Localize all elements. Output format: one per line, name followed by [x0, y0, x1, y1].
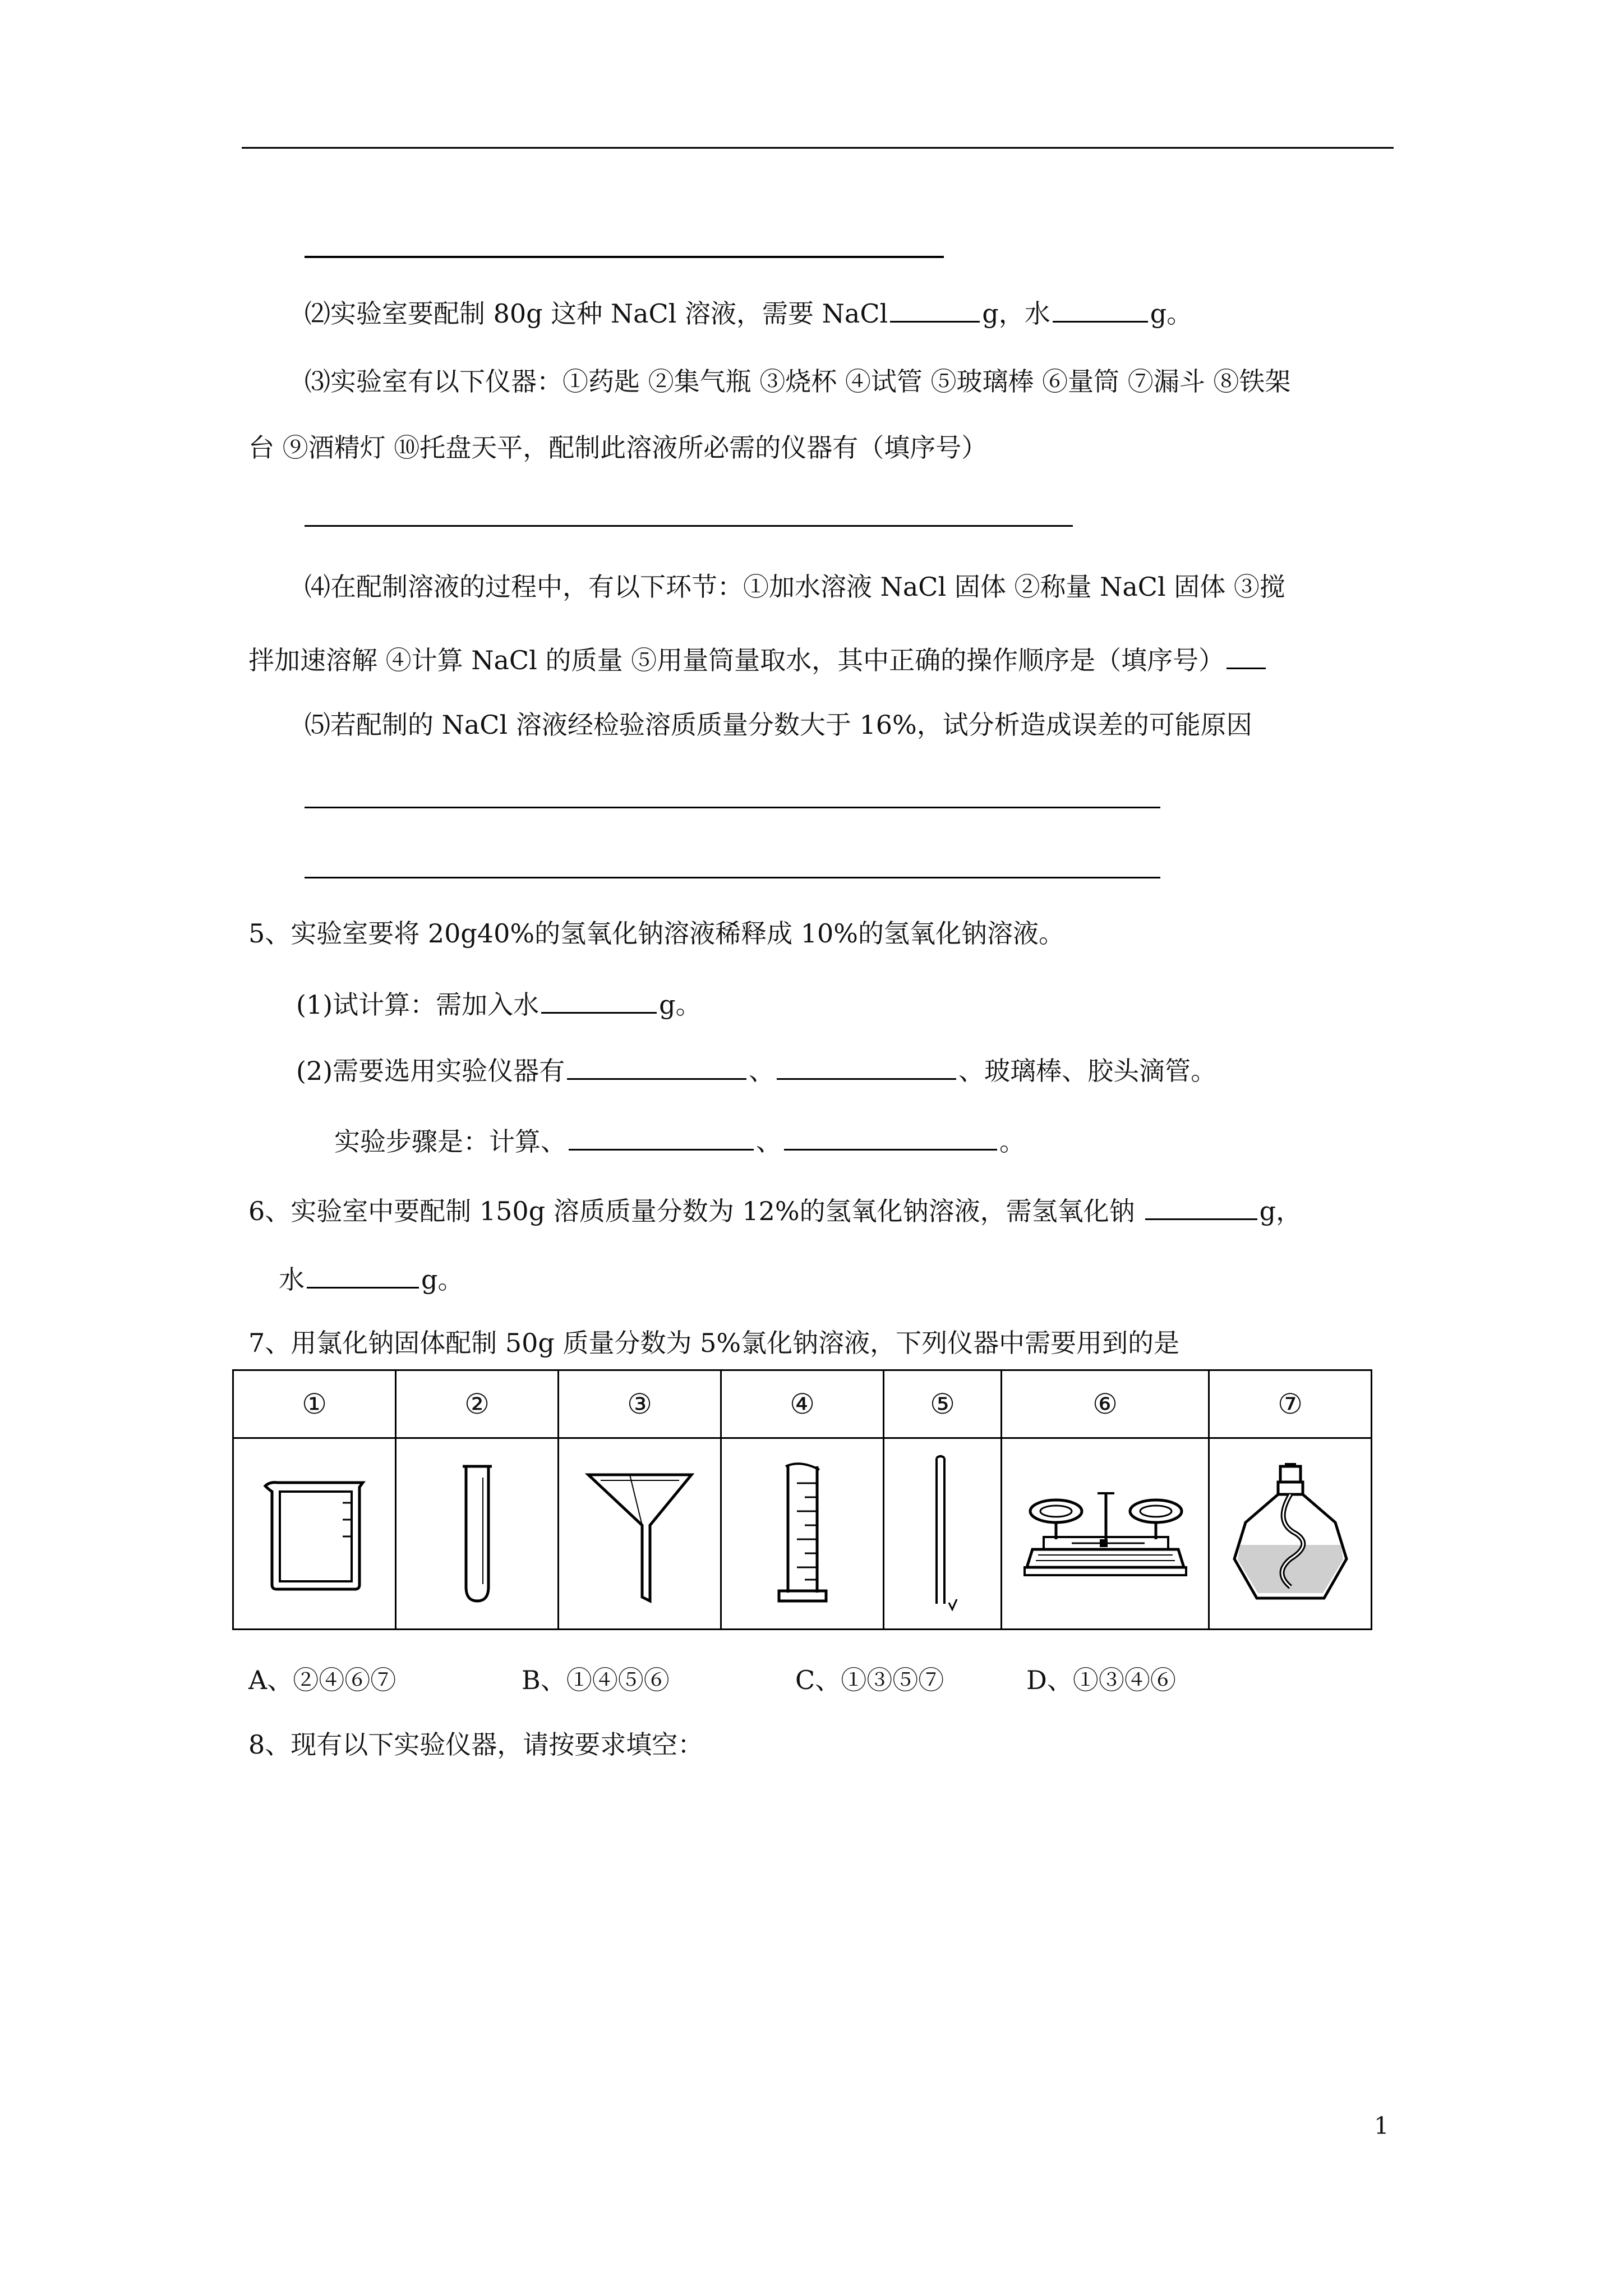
q6-water-blank[interactable] [307, 1262, 419, 1289]
q4-part2 [305, 296, 1192, 329]
apparatus-number-5: ⑤ [884, 1370, 1002, 1438]
q6-line2-text-a: 水 [279, 1264, 305, 1295]
test-tube-icon [455, 1461, 500, 1607]
glass-rod-icon [923, 1452, 962, 1615]
q4-part4-line2 [248, 643, 1268, 676]
q5-part2 [296, 1053, 1216, 1087]
q4-part4-line2-text: 拌加速溶解 ④计算 NaCl 的质量 ⑤用量筒量取水，其中正确的操作顺序是（填序号） [248, 645, 1225, 675]
q5-stem: 5、实验室要将 20g40%的氢氧化钠溶液稀释成 10%的氢氧化钠溶液。 [248, 918, 1064, 949]
q8-stem: 8、现有以下实验仪器，请按要求填空： [248, 1729, 704, 1760]
apparatus-number-3: ③ [559, 1370, 721, 1438]
q5-part1 [296, 987, 702, 1020]
q5-steps-end: 。 [999, 1126, 1025, 1157]
apparatus-number-2: ② [396, 1370, 559, 1438]
q4-part2-text-c: g。 [1150, 298, 1193, 329]
q5-part2-text-a: (2)需要选用实验仪器有 [296, 1056, 565, 1086]
q4-part3-line2: 台 ⑨酒精灯 ⑩托盘天平，配制此溶液所必需的仪器有（填序号） [248, 432, 988, 463]
alcohol-lamp-icon [1223, 1461, 1358, 1607]
instrument-blank-2[interactable] [777, 1053, 956, 1080]
q5-part2-sep: 、 [749, 1056, 775, 1086]
q6-line2 [279, 1262, 463, 1295]
page-number: 1 [1374, 2112, 1389, 2139]
q7-stem: 7、用氯化钠固体配制 50g 质量分数为 5%氯化钠溶液，下列仪器中需要用到的是 [248, 1328, 1180, 1358]
apparatus-picture-row [233, 1438, 1372, 1630]
q4-part5-answer-line-2[interactable] [305, 877, 1160, 878]
apparatus-number-7: ⑦ [1209, 1370, 1372, 1438]
q4-part5-line1: ⑸若配制的 NaCl 溶液经检验溶质质量分数大于 16%，试分析造成误差的可能原因 [305, 710, 1252, 740]
q7-option-a[interactable]: A、②④⑥⑦ [248, 1665, 396, 1695]
q4-part5-answer-line-1[interactable] [305, 807, 1160, 808]
apparatus-number-4: ④ [721, 1370, 884, 1438]
step-blank-2[interactable] [784, 1124, 997, 1151]
apparatus-number-1: ① [233, 1370, 396, 1438]
funnel-icon [584, 1464, 696, 1604]
q6-line2-text-b: g。 [421, 1264, 464, 1295]
q7-option-d[interactable]: D、①③④⑥ [1026, 1665, 1176, 1695]
instrument-blank-1[interactable] [567, 1053, 746, 1080]
apparatus-table [232, 1369, 1372, 1630]
q6-line1-text-b: g， [1259, 1196, 1302, 1226]
beaker-icon [259, 1475, 371, 1593]
graduated-cylinder-icon [769, 1461, 836, 1607]
nacl-mass-blank[interactable] [890, 296, 980, 323]
order-blank[interactable] [1227, 643, 1266, 669]
q6-line1 [248, 1194, 1302, 1227]
header-rule [242, 147, 1394, 149]
q4-part3-answer-line[interactable] [305, 525, 1073, 527]
apparatus-header-row [233, 1370, 1372, 1438]
q5-steps [334, 1124, 1025, 1157]
q5-steps-sep: 、 [756, 1126, 782, 1157]
q5-part2-text-b: 、玻璃棒、胶头滴管。 [958, 1056, 1217, 1086]
q5-part1-text-a: (1)试计算：需加入水 [296, 990, 540, 1020]
naoh-mass-blank[interactable] [1145, 1194, 1257, 1220]
q5-steps-text-a: 实验步骤是：计算、 [334, 1126, 566, 1157]
q7-option-c[interactable]: C、①③⑤⑦ [795, 1665, 944, 1695]
q4-part2-text-a: ⑵实验室要配制 80g 这种 NaCl 溶液，需要 NaCl [305, 298, 888, 329]
q6-line1-text-a: 6、实验室中要配制 150g 溶质质量分数为 12%的氢氧化钠溶液，需氢氧化钠 [248, 1196, 1135, 1226]
water-mass-blank[interactable] [1053, 296, 1148, 323]
step-blank-1[interactable] [569, 1124, 754, 1151]
q4-part3-line1: ⑶实验室有以下仪器：①药匙 ②集气瓶 ③烧杯 ④试管 ⑤玻璃棒 ⑥量筒 ⑦漏斗 ⑧铁架 [305, 366, 1291, 397]
balance-icon [1016, 1483, 1195, 1584]
q7-option-b[interactable]: B、①④⑤⑥ [522, 1665, 670, 1695]
apparatus-number-6: ⑥ [1002, 1370, 1209, 1438]
q4-part2-text-b: g，水 [982, 298, 1050, 329]
water-added-blank[interactable] [541, 987, 657, 1014]
q5-part1-text-b: g。 [659, 990, 702, 1020]
answer-line-prev [305, 256, 944, 258]
q4-part4-line1: ⑷在配制溶液的过程中，有以下环节：①加水溶液 NaCl 固体 ②称量 NaCl 固体 ③搅 [305, 572, 1285, 602]
